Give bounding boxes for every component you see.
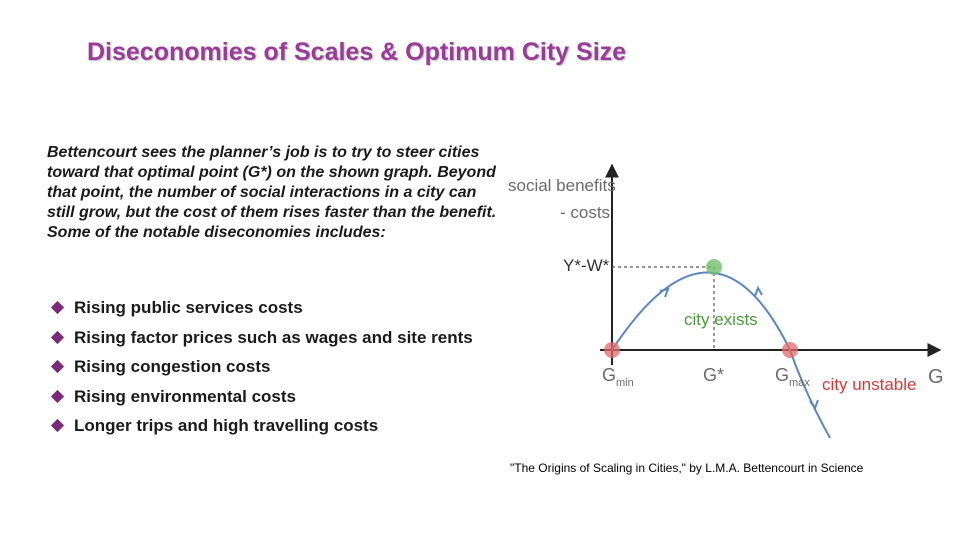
list-item-label: Rising congestion costs: [74, 357, 271, 376]
diamond-bullet-icon: [51, 419, 64, 432]
list-item: [52, 327, 473, 357]
list-item-label: Rising factor prices such as wages and site rents: [74, 327, 473, 347]
citation: "The Origins of Scaling in Cities," by L.M.A. Bettencourt in Science: [510, 461, 864, 475]
city-exists-label: city exists: [684, 310, 758, 329]
list-item-label: Rising public services costs: [74, 298, 303, 317]
x-axis-label: G: [928, 366, 944, 388]
gmax-point: [782, 342, 798, 358]
list-item-label: Longer trips and high travelling costs: [74, 416, 379, 435]
curve-arrow-right: [755, 288, 762, 296]
slide-title: Diseconomies of Scales & Optimum City Size: [87, 38, 627, 66]
y-axis-label-line2: - costs: [560, 203, 611, 222]
x-tick-gmax-sub: max: [789, 377, 810, 389]
list-item: [52, 297, 473, 327]
list-item: [52, 415, 473, 445]
list-item: [52, 356, 473, 386]
optimum-point: [706, 259, 722, 275]
y-value-label: Y*-W*: [563, 256, 610, 275]
optimum-city-size-graph: [500, 155, 950, 445]
x-tick-gstar: G*: [703, 365, 725, 385]
diamond-bullet-icon: [51, 301, 64, 314]
x-tick-gmin-sub: min: [616, 377, 634, 389]
net-benefit-curve: [612, 273, 830, 439]
city-unstable-label: city unstable: [822, 375, 917, 394]
diamond-bullet-icon: [51, 330, 64, 343]
gmin-point: [604, 342, 620, 358]
diseconomies-list: [52, 297, 473, 445]
intro-paragraph: Bettencourt sees the planner’s job is to try to steer cities toward that optimal point (G*) on the shown graph. Beyond that point, the number of social interactions in a city can still grow, but the cost of them rises faster than the benefit. Some of the notable diseconomies includes:: [47, 144, 497, 241]
curve-arrow-down: [810, 400, 818, 408]
diamond-bullet-icon: [51, 389, 64, 402]
list-item: [52, 386, 473, 416]
x-tick-gmin: [602, 365, 634, 389]
x-tick-gmax-main: G: [775, 365, 790, 385]
diamond-bullet-icon: [51, 360, 64, 373]
y-axis-label-line1: social benefits: [508, 176, 616, 195]
list-item-label: Rising environmental costs: [74, 386, 296, 406]
x-tick-gmin-main: G: [602, 365, 617, 385]
x-tick-gmax: [775, 365, 810, 389]
